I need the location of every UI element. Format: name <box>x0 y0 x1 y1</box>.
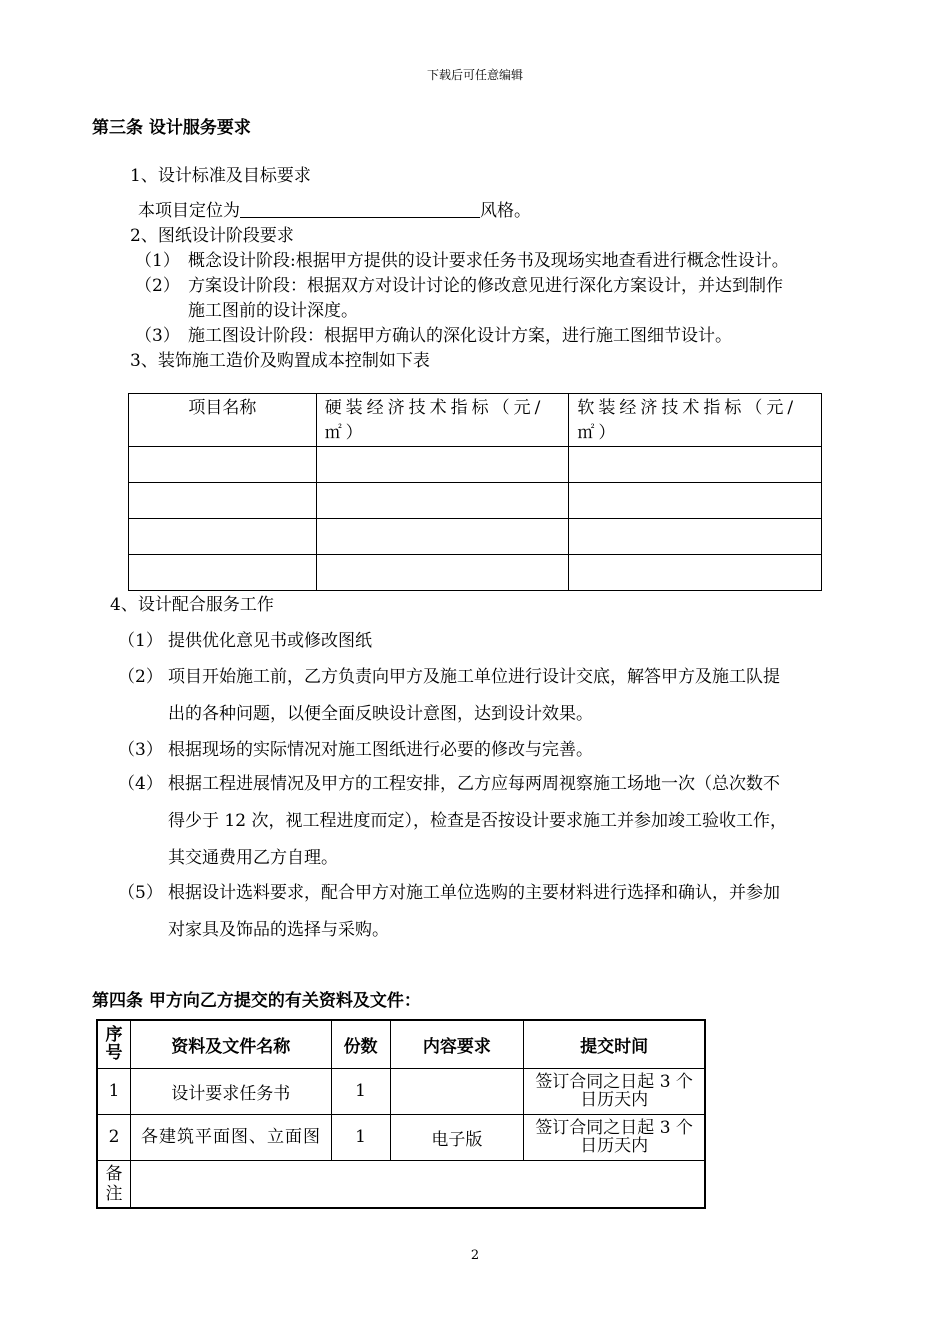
table-cell <box>316 555 569 591</box>
doc-row-name: 各建筑平面图、立面图 <box>130 1114 331 1160</box>
table-cell <box>316 483 569 519</box>
doc-header-seq: 序号 <box>97 1020 130 1068</box>
service-2-line: 出的各种问题，以便全面反映设计意图，达到设计效果。 <box>168 704 593 724</box>
positioning-prefix: 本项目定位为 <box>138 201 240 221</box>
stage-3-num: （3） <box>135 326 180 346</box>
service-5-num: （5） <box>118 883 163 903</box>
stage-2-cont: 施工图前的设计深度。 <box>188 301 358 321</box>
table-cell <box>316 519 569 555</box>
doc-row-seq: 2 <box>97 1114 130 1160</box>
service-1-num: （1） <box>118 631 163 651</box>
service-1-line: 提供优化意见书或修改图纸 <box>168 631 372 651</box>
table-cell <box>569 483 822 519</box>
stage-2-num: （2） <box>135 276 180 296</box>
service-2-num: （2） <box>118 667 163 687</box>
table-row <box>97 1160 705 1208</box>
doc-header-name: 资料及文件名称 <box>130 1020 331 1068</box>
documents-table <box>96 1019 706 1209</box>
item3-heading: 3、装饰施工造价及购置成本控制如下表 <box>130 351 430 371</box>
doc-remark-label: 备注 <box>97 1160 130 1208</box>
table-cell <box>569 519 822 555</box>
cost-header-hard: 硬装经济技术指标（元/㎡） <box>316 394 569 447</box>
doc-row-req <box>390 1068 524 1114</box>
doc-row-count: 1 <box>331 1068 390 1114</box>
doc-row-time: 签订合同之日起 3 个日历天内 <box>524 1114 705 1160</box>
service-4-line: 其交通费用乙方自理。 <box>168 848 338 868</box>
service-4-line: 根据工程进展情况及甲方的工程安排，乙方应每两周视察施工场地一次（总次数不 <box>168 774 780 794</box>
table-cell <box>316 447 569 483</box>
doc-row-time: 签订合同之日起 3 个日历天内 <box>524 1068 705 1114</box>
section3-title: 第三条 设计服务要求 <box>92 118 251 138</box>
doc-row-count: 1 <box>331 1114 390 1160</box>
doc-header-req: 内容要求 <box>390 1020 524 1068</box>
cost-control-table <box>128 393 822 591</box>
section4-title: 第四条 甲方向乙方提交的有关资料及文件： <box>92 991 421 1011</box>
service-4-line: 得少于 12 次，视工程进度而定），检查是否按设计要求施工并参加竣工验收工作， <box>168 811 787 831</box>
cost-header-soft: 软装经济技术指标（元/㎡） <box>569 394 822 447</box>
service-3-num: （3） <box>118 740 163 760</box>
service-2-line: 项目开始施工前，乙方负责向甲方及施工单位进行设计交底，解答甲方及施工队提 <box>168 667 780 687</box>
stage-2-text: 方案设计阶段：根据双方对设计讨论的修改意见进行深化方案设计，并达到制作 <box>188 276 783 296</box>
service-5-line: 根据设计选料要求，配合甲方对施工单位选购的主要材料进行选择和确认，并参加 <box>168 883 780 903</box>
table-cell <box>129 483 317 519</box>
service-5-line: 对家具及饰品的选择与采购。 <box>168 920 389 940</box>
item4-heading: 4、设计配合服务工作 <box>110 595 274 615</box>
service-4-num: （4） <box>118 774 163 794</box>
doc-header-count: 份数 <box>331 1020 390 1068</box>
table-cell <box>569 447 822 483</box>
table-cell <box>129 555 317 591</box>
positioning-suffix: 风格。 <box>480 201 531 221</box>
doc-row-seq: 1 <box>97 1068 130 1114</box>
stage-3-text: 施工图设计阶段：根据甲方确认的深化设计方案，进行施工图细节设计。 <box>188 326 732 346</box>
doc-row-req: 电子版 <box>390 1114 524 1160</box>
doc-header-time: 提交时间 <box>524 1020 705 1068</box>
positioning-blank <box>240 200 480 218</box>
table-row <box>97 1068 705 1114</box>
cost-header-item: 项目名称 <box>129 394 317 447</box>
item2-heading: 2、图纸设计阶段要求 <box>130 226 294 246</box>
page-number: 2 <box>470 1248 480 1263</box>
table-cell <box>129 447 317 483</box>
page-header: 下载后可任意编辑 <box>426 68 523 82</box>
table-cell <box>569 555 822 591</box>
table-cell <box>129 519 317 555</box>
stage-1-num: （1） <box>135 251 180 271</box>
doc-row-name: 设计要求任务书 <box>130 1068 331 1114</box>
item1-heading: 1、设计标准及目标要求 <box>130 166 311 186</box>
doc-remark-content <box>130 1160 705 1208</box>
service-3-line: 根据现场的实际情况对施工图纸进行必要的修改与完善。 <box>168 740 593 760</box>
stage-1-text: 概念设计阶段:根据甲方提供的设计要求任务书及现场实地查看进行概念性设计。 <box>188 251 789 271</box>
table-row <box>97 1114 705 1160</box>
positioning-line <box>138 196 531 221</box>
